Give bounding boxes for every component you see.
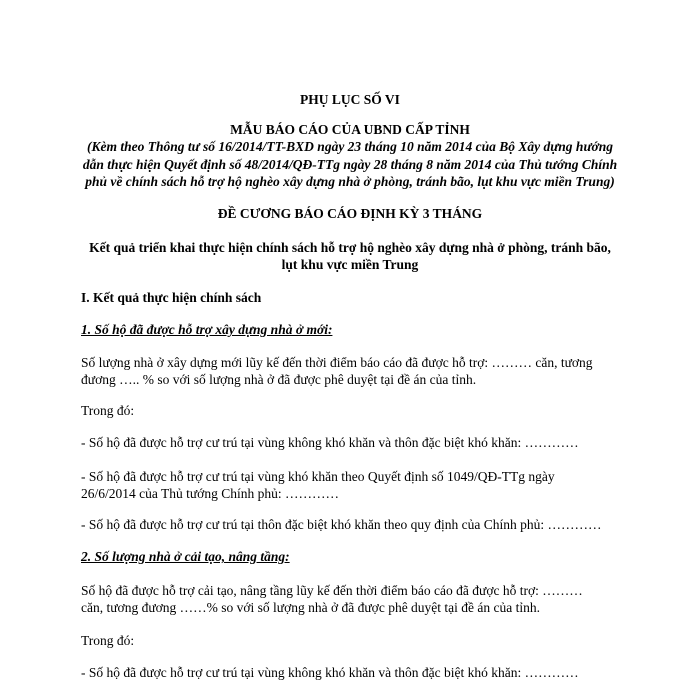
subsection-heading-renovation: 2. Số lượng nhà ở cải tạo, nâng tầng: bbox=[81, 549, 290, 564]
section-heading: I. Kết quả thực hiện chính sách bbox=[81, 290, 262, 305]
outline-title: ĐỀ CƯƠNG BÁO CÁO ĐỊNH KỲ 3 THÁNG bbox=[217, 206, 483, 221]
paragraph-line: đương ….. % so với số lượng nhà ở đã được phê duyệt tại đề án của tỉnh. bbox=[81, 372, 477, 387]
reference-line: dẫn thực hiện Quyết định số 48/2014/QĐ-TTg ngày 28 tháng 8 năm 2014 của Thủ tướng Chính bbox=[82, 157, 618, 172]
outline-subtitle: lụt khu vực miền Trung bbox=[281, 257, 419, 272]
paragraph-line: căn, tương đương ……% so với số lượng nhà ở đã được phê duyệt tại đề án của tỉnh. bbox=[81, 600, 541, 615]
bullet-item: - Số hộ đã được hỗ trợ cư trú tại vùng không khó khăn và thôn đặc biệt khó khăn: ………… bbox=[81, 665, 579, 680]
outline-subtitle: Kết quả triển khai thực hiện chính sách hỗ trợ hộ nghèo xây dựng nhà ở phòng, tránh bão, bbox=[89, 240, 611, 255]
bullet-item: - Số hộ đã được hỗ trợ cư trú tại vùng khó khăn theo Quyết định số 1049/QĐ-TTg ngày bbox=[81, 469, 555, 484]
appendix-title: PHỤ LỤC SỐ VI bbox=[300, 92, 400, 107]
reference-line: phủ về chính sách hỗ trợ hộ nghèo xây dựng nhà ở phòng, tránh bão, lụt khu vực miền Trung) bbox=[85, 174, 615, 189]
subsection-heading-new-houses: 1. Số hộ đã được hỗ trợ xây dựng nhà ở mới: bbox=[81, 322, 333, 337]
reference-line: (Kèm theo Thông tư số 16/2014/TT-BXD ngày 23 tháng 10 năm 2014 của Bộ Xây dựng hướng bbox=[86, 139, 614, 154]
paragraph-line: Số hộ đã được hỗ trợ cải tạo, nâng tầng lũy kế đến thời điểm báo cáo đã được hỗ trợ: ……… bbox=[81, 583, 583, 598]
bullet-item: - Số hộ đã được hỗ trợ cư trú tại vùng không khó khăn và thôn đặc biệt khó khăn: ………… bbox=[81, 435, 579, 450]
form-title: MẪU BÁO CÁO CỦA UBND CẤP TỈNH bbox=[230, 122, 470, 137]
bullet-item-continuation: 26/6/2014 của Thủ tướng Chính phủ: ………… bbox=[81, 486, 339, 501]
paragraph-line: Số lượng nhà ở xây dựng mới lũy kế đến thời điểm báo cáo đã được hỗ trợ: ……… căn, tương bbox=[81, 355, 593, 370]
in-which-label: Trong đó: bbox=[81, 633, 135, 648]
bullet-item: - Số hộ đã được hỗ trợ cư trú tại thôn đặc biệt khó khăn theo quy định của Chính phủ: ………… bbox=[81, 517, 602, 532]
in-which-label: Trong đó: bbox=[81, 403, 135, 418]
